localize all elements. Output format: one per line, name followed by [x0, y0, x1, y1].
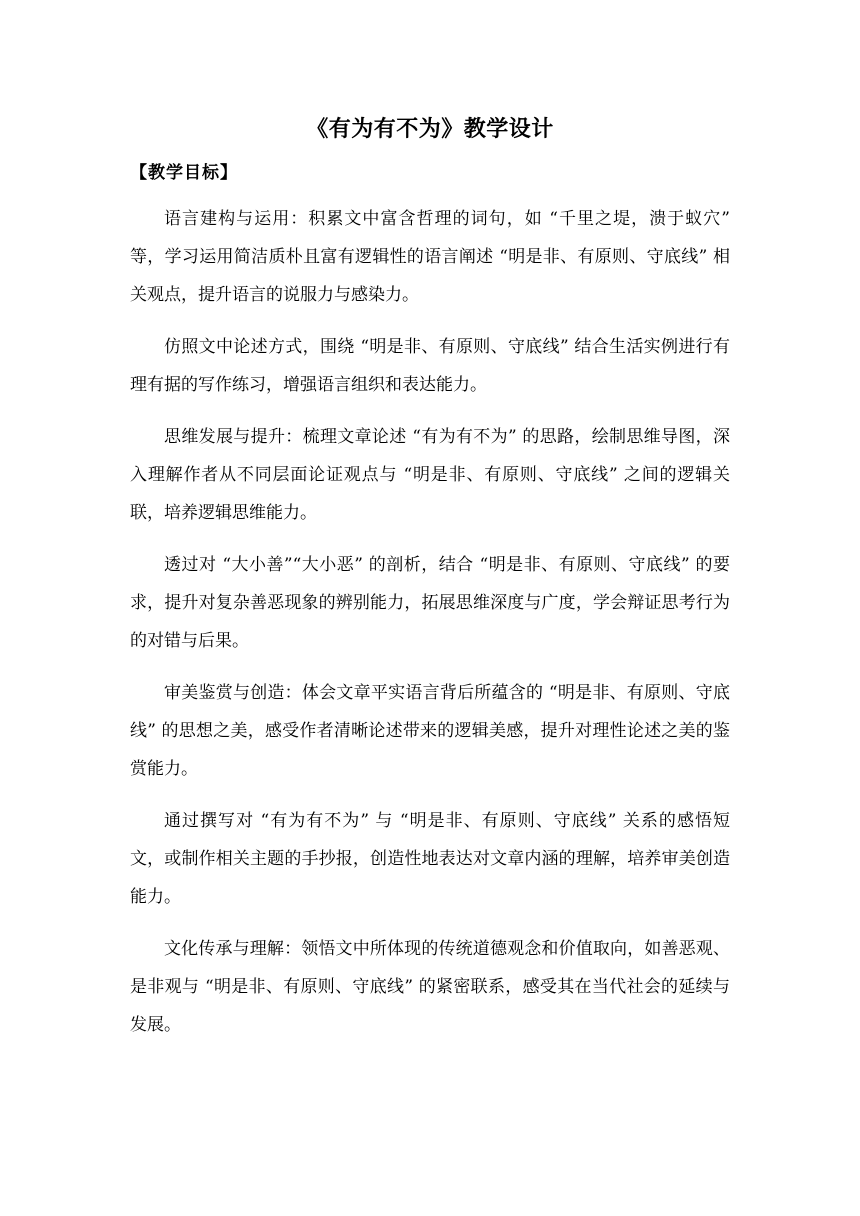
section-heading-teaching-objectives: 【教学目标】	[130, 163, 238, 183]
paragraph-cultural-heritage: 文化传承与理解：领悟文中所体现的传统道德观念和价值取向，如善恶观、是非观与 “明是非、有原则、守底线” 的紧密联系，感受其在当代社会的延续与发展。	[130, 939, 730, 1035]
paragraph-writing-practice: 仿照文中论述方式，围绕 “明是非、有原则、守底线” 结合生活实例进行有理有据的写作练习，增强语言组织和表达能力。	[130, 337, 730, 395]
paragraph-aesthetic-appreciation: 审美鉴赏与创造：体会文章平实语言背后所蕴含的 “明是非、有原则、守底线” 的思想之美，感受作者清晰论述带来的逻辑美感，提升对理性论述之美的鉴赏能力。	[130, 683, 730, 779]
paragraph-good-evil-analysis: 透过对 “大小善”“大小恶” 的剖析，结合 “明是非、有原则、守底线” 的要求，提升对复杂善恶现象的辨别能力，拓展思维深度与广度，学会辩证思考行为的对错与后果。	[130, 555, 730, 651]
paragraph-aesthetic-creation: 通过撰写对 “有为有不为” 与 “明是非、有原则、守底线” 关系的感悟短文，或制作相关主题的手抄报，创造性地表达对文章内涵的理解，培养审美创造能力。	[130, 811, 730, 907]
paragraph-language-construction: 语言建构与运用：积累文中富含哲理的词句，如 “千里之堤，溃于蚁穴” 等，学习运用简洁质朴且富有逻辑性的语言阐述 “明是非、有原则、守底线” 相关观点，提升语言的说服力与感染力。	[130, 209, 730, 305]
document-title: 《有为有不为》教学设计	[306, 117, 554, 142]
document-body	[130, 200, 730, 1058]
paragraph-thinking-development: 思维发展与提升：梳理文章论述 “有为有不为” 的思路，绘制思维导图，深入理解作者从不同层面论证观点与 “明是非、有原则、守底线” 之间的逻辑关联，培养逻辑思维能力。	[130, 427, 730, 523]
